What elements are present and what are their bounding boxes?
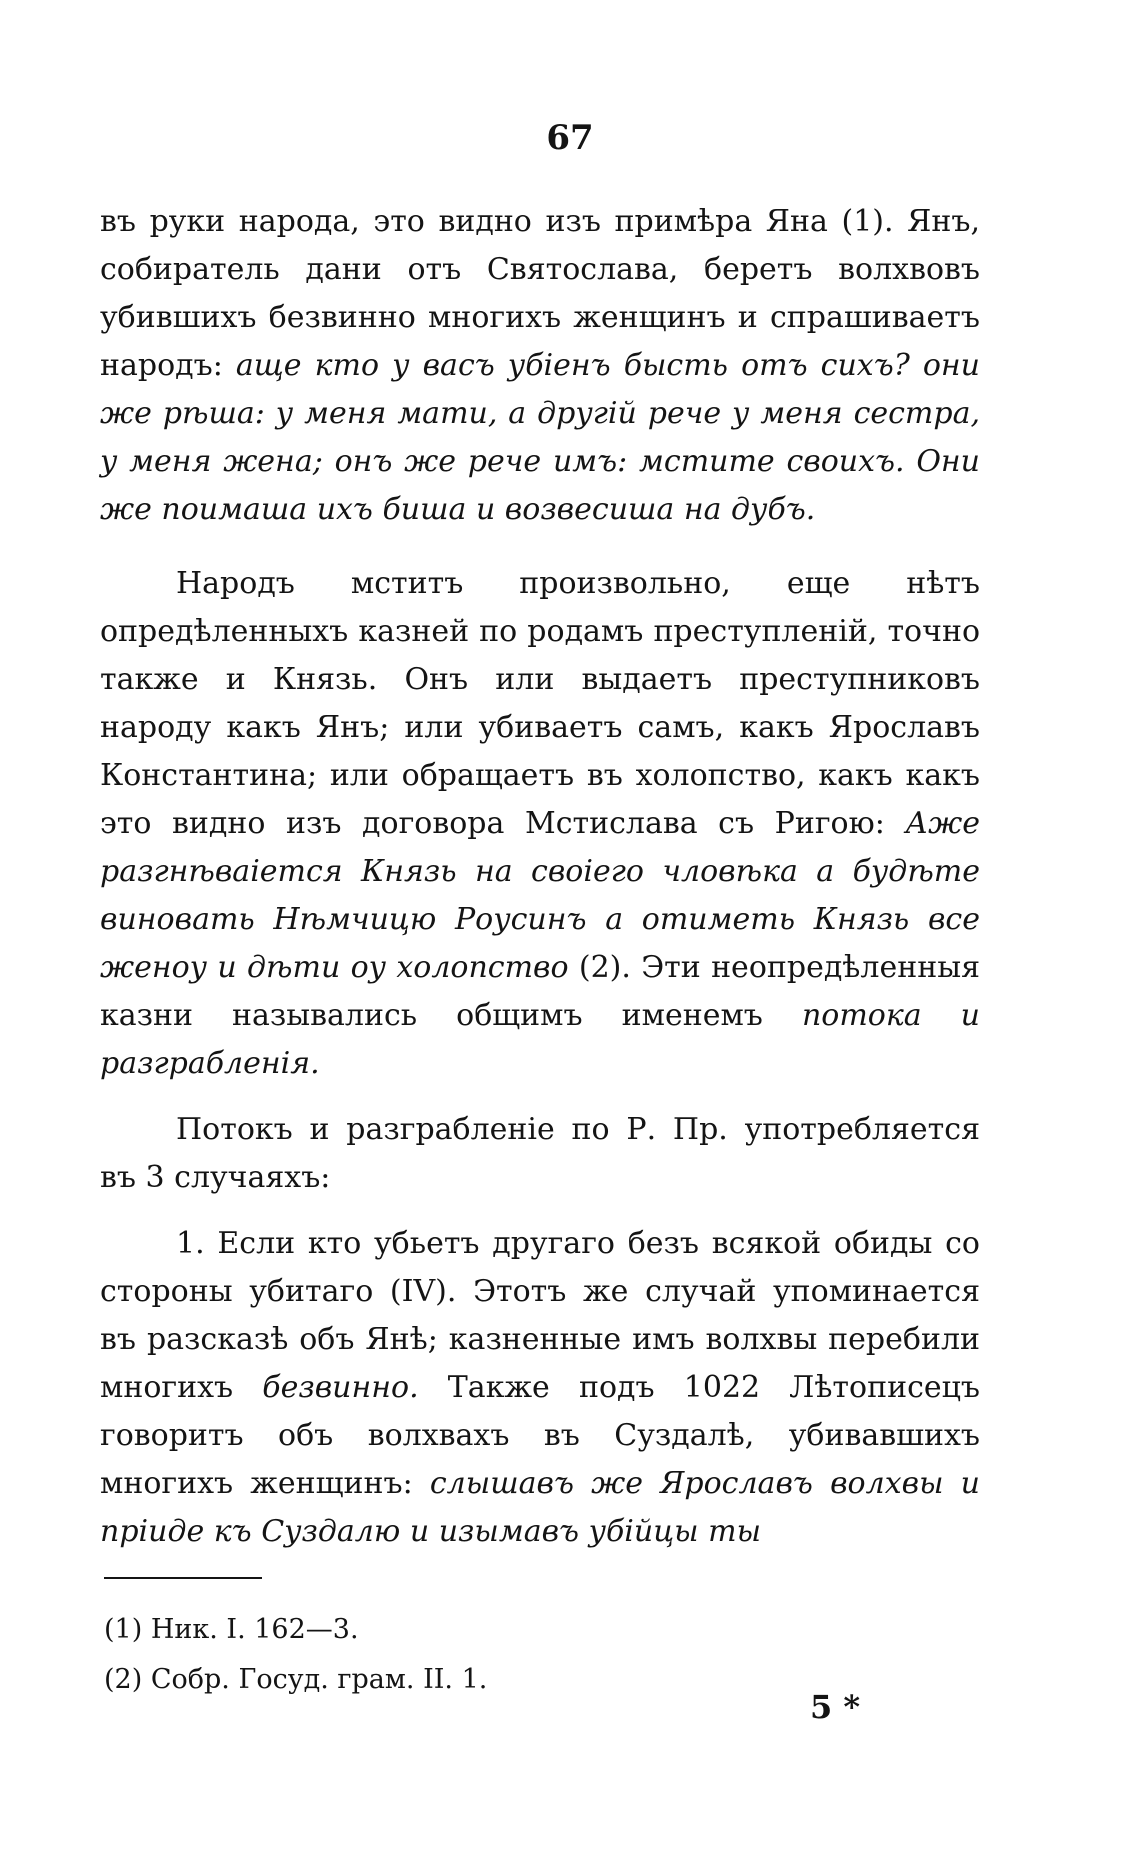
paragraph-4-quote-b: слышавъ же Ярославъ волхвы и пріиде къ Суздалю и изымавъ убійцы ты <box>100 1466 980 1549</box>
paragraph-4 <box>100 1220 980 1556</box>
paragraph-2-quote-a: Аже разгнѣваіется Князь на своіего чловѣка а будѣте виновать Нѣмчицю Роусинъ а отиметь Князь все женоу и дѣти оу холопство <box>100 806 980 985</box>
paragraph-4-text-a: 1. Если кто убьетъ другаго безъ всякой обиды со стороны убитаго (IV). Этотъ же случай упоминается въ разсказѣ объ Янѣ; казненные имъ волхвы перебили многихъ <box>100 1226 980 1405</box>
paragraph-2-quote-b: потока и разграбленія. <box>100 998 980 1081</box>
paragraph-4-text-b: Также подъ 1022 Лѣтописецъ говоритъ объ волхвахъ въ Суздалѣ, убивавшихъ многихъ женщинъ: <box>100 1370 980 1501</box>
paragraph-3 <box>100 1106 980 1202</box>
paragraph-4-quote-a: безвинно. <box>262 1370 419 1405</box>
paragraph-1-quote: аще кто у васъ убіенъ бысть отъ сихъ? они же рѣша: у меня мати, а другій рече у меня сестра, у меня жена; онъ же рече имъ: мстите своихъ. Они же поимаша ихъ биша и возвесиша на дубъ. <box>100 348 980 527</box>
paragraph-2-text-a: Народъ мститъ произвольно, еще нѣтъ опредѣленныхъ казней по родамъ преступленій, точно также и Князь. Онъ или выдаетъ преступниковъ народу какъ Янъ; или убиваетъ самъ, какъ Ярославъ Константина; или обращаетъ въ холопство, какъ какъ это видно изъ договора Мстислава съ Ригою: <box>100 566 980 841</box>
paragraph-1-text: въ руки народа, это видно изъ примѣра Яна (1). Янъ, собиратель дани отъ Святослава, беретъ волхвовъ убившихъ безвинно многихъ женщинъ и спрашиваетъ народъ: <box>100 204 980 383</box>
signature-mark: 5 * <box>810 1688 861 1726</box>
page-number: 67 <box>546 118 594 158</box>
paragraph-2-text-b: (2). Эти неопредѣленныя казни назывались общимъ именемъ <box>100 950 980 1033</box>
paragraph-3-text: Потокъ и разграбленіе по Р. Пр. употребляется въ 3 случаяхъ: <box>100 1112 980 1195</box>
footnote-1: (1) Ник. I. 162—3. <box>104 1614 359 1645</box>
footnote-divider <box>104 1577 262 1579</box>
main-text <box>100 198 980 1556</box>
paragraph-1 <box>100 198 980 534</box>
paragraph-2 <box>100 560 980 1088</box>
footnote-2: (2) Собр. Госуд. грам. II. 1. <box>104 1664 488 1695</box>
